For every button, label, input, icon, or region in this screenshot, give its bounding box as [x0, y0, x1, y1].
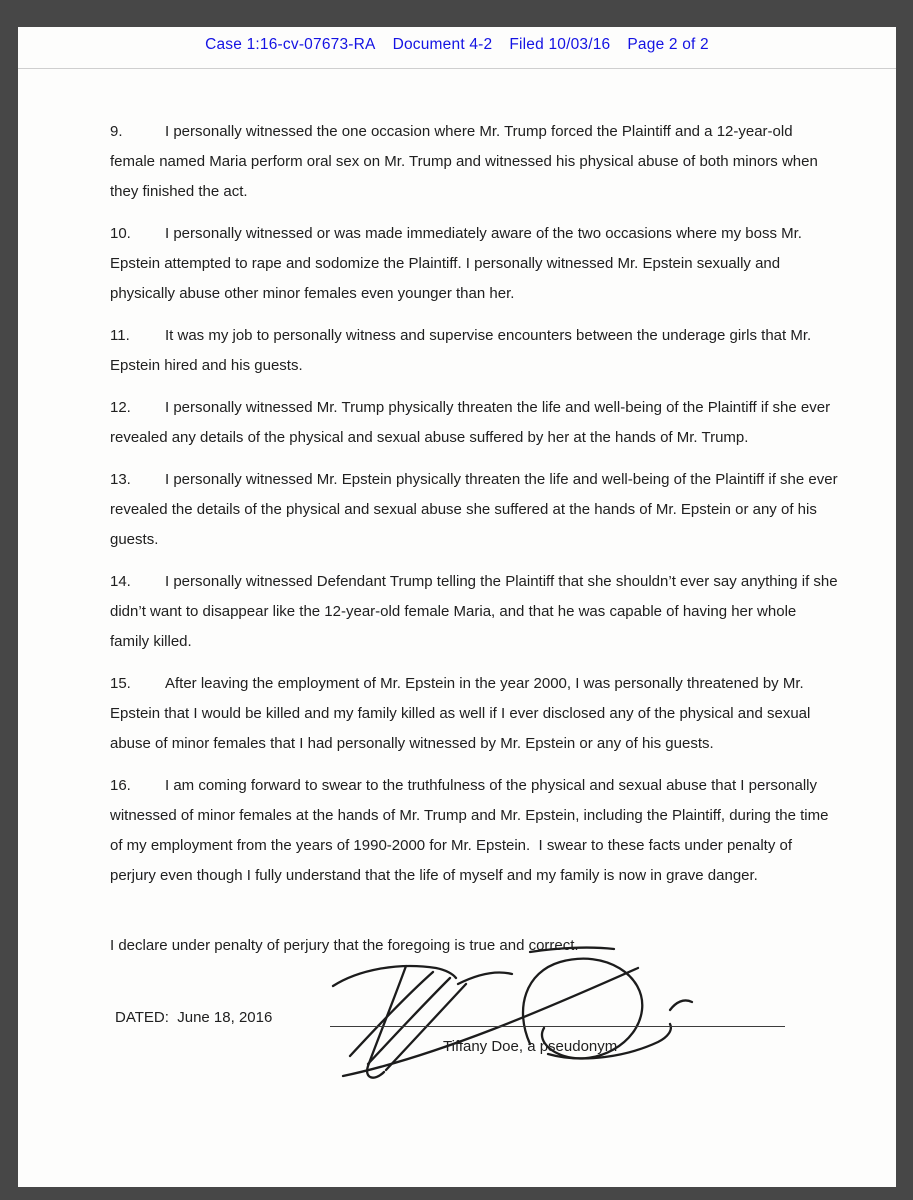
paragraph-item — [110, 393, 838, 453]
affidavit-body — [18, 69, 896, 1131]
paragraph-item — [110, 219, 838, 309]
paragraph-number: 12. — [110, 399, 131, 416]
paragraph-number: 11. — [110, 327, 130, 344]
filed-date: Filed 10/03/16 — [509, 36, 611, 53]
case-number: Case 1:16-cv-07673-RA — [205, 36, 376, 53]
paragraph-text: I personally witnessed the one occasion where Mr. Trump forced the Plaintiff and a 12-year-old female named Maria perform oral sex on Mr. Trump and witnessed his physical abuse of both minors when they finished the act. — [110, 123, 823, 200]
paragraph-text: I personally witnessed Mr. Epstein physically threaten the life and well-being of the Plaintiff if she ever revealed the details of the physical and sexual abuse she suffered at the hands of Mr. Epstein or any of his guests. — [110, 471, 842, 548]
document-page — [18, 27, 896, 1187]
paragraph-number: 13. — [110, 471, 131, 488]
paragraph-item — [110, 771, 838, 891]
paragraph-item — [110, 117, 838, 207]
signature-section — [110, 961, 838, 1131]
case-header — [18, 27, 896, 69]
paragraph-text: It was my job to personally witness and supervise encounters between the underage girls that Mr. Epstein hired and his guests. — [110, 327, 816, 374]
paragraph-item — [110, 321, 838, 381]
paragraph-number: 10. — [110, 225, 131, 242]
paragraph-number: 16. — [110, 777, 131, 794]
paragraph-number: 14. — [110, 573, 131, 590]
paragraph-number: 9. — [110, 123, 123, 140]
signature-handwriting — [298, 944, 808, 1094]
dated-line: DATED: June 18, 2016 — [115, 1009, 273, 1026]
paragraph-number: 15. — [110, 675, 131, 692]
paragraph-text: I personally witnessed Defendant Trump telling the Plaintiff that she shouldn’t ever say anything if she didn’t want to disappear like the 12-year-old female Maria, and that he was capable of having her whole family killed. — [110, 573, 842, 650]
page-number: Page 2 of 2 — [627, 36, 709, 53]
paragraph-item — [110, 567, 842, 657]
signature-line — [330, 1026, 785, 1027]
document-number: Document 4-2 — [392, 36, 493, 53]
paragraph-text: I personally witnessed Mr. Trump physically threaten the life and well-being of the Plaintiff if she ever revealed any details of the physical and sexual abuse suffered by her at the hands of Mr. Trump. — [110, 399, 835, 446]
paragraph-text: I am coming forward to swear to the truthfulness of the physical and sexual abuse that I personally witnessed of minor females at the hands of Mr. Trump and Mr. Epstein, including the Plaintiff, during the time of my employment from the years of 1990-2000 for Mr. Epstein. I swear to these facts under penalty of perjury even though I fully understand that the life of myself and my family is now in grave danger. — [110, 777, 833, 884]
signature-caption: Tiffany Doe, a pseudonym — [443, 1038, 618, 1055]
declaration-line: I declare under penalty of perjury that the foregoing is true and correct. — [110, 937, 579, 954]
paragraph-item — [110, 669, 838, 759]
paragraph-text: After leaving the employment of Mr. Epstein in the year 2000, I was personally threatened by Mr. Epstein that I would be killed and my family killed as well if I ever disclosed any of the physical and sexual abuse of minor females that I had personally witnessed by Mr. Epstein or any of his guests. — [110, 675, 815, 752]
paragraph-item — [110, 465, 842, 555]
paragraph-text: I personally witnessed or was made immediately aware of the two occasions where my boss Mr. Epstein attempted to rape and sodomize the Plaintiff. I personally witnessed Mr. Epstein sexually and physically abuse other minor females even younger than her. — [110, 225, 807, 302]
